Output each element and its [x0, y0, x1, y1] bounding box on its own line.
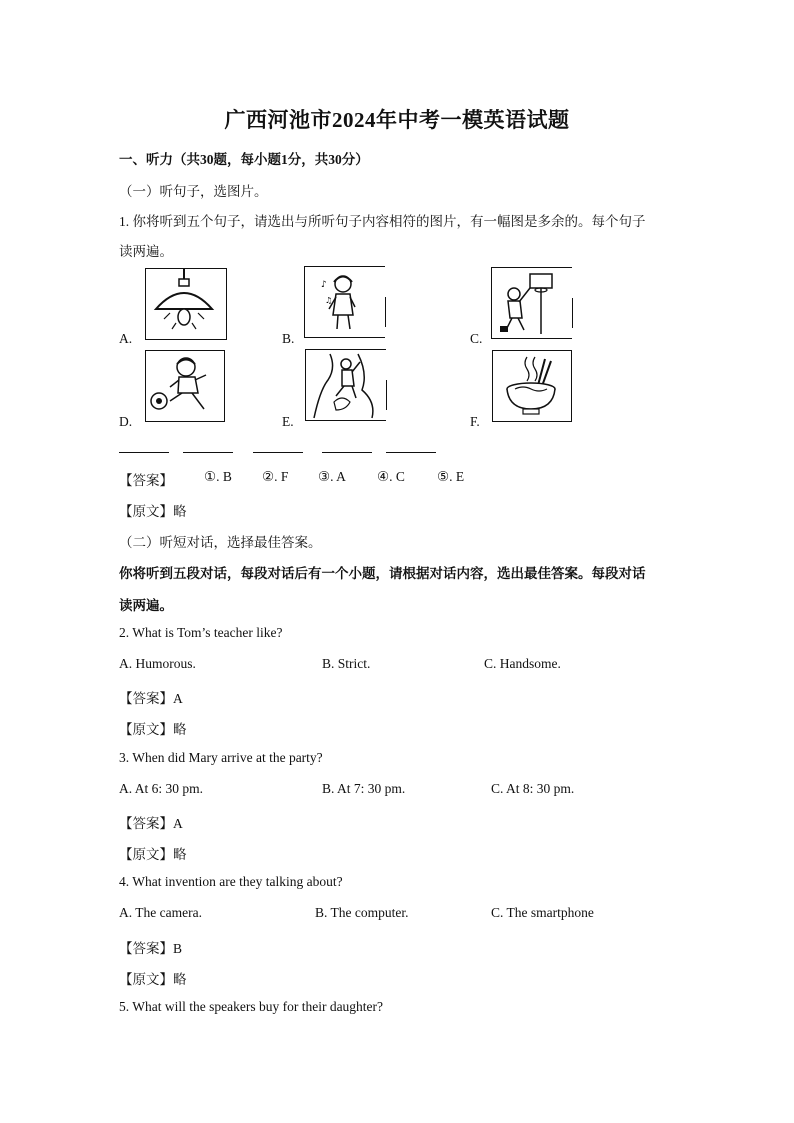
picture-f-label: F. [470, 414, 480, 429]
answer-5: ⑤. E [437, 469, 465, 484]
picture-a-label: A. [119, 331, 133, 346]
answer-3: ③. A [318, 469, 346, 484]
answer-4: ④. C [377, 469, 405, 484]
answer-blank-3 [253, 452, 303, 453]
part2-instruction-line2: 读两遍。 [119, 598, 173, 613]
question-3-stem: 3. When did Mary arrive at the party? [119, 750, 323, 765]
original-text: 【原文】略 [119, 504, 187, 519]
section-heading: 一、听力（共30题，每小题1分，共30分） [119, 152, 369, 167]
page-title: 广西河池市2024年中考一模英语试题 [224, 108, 570, 132]
question-2-option-b: B. Strict. [322, 656, 371, 671]
answer-blank-4 [322, 452, 372, 453]
rock-climber-icon [306, 350, 386, 420]
answer-blank-2 [183, 452, 233, 453]
answer-1: ①. B [204, 469, 232, 484]
question-4-option-c: C. The smartphone [491, 905, 594, 920]
boy-kicking-ball-icon [146, 351, 224, 421]
question-4-option-a: A. The camera. [119, 905, 202, 920]
question-3-option-b: B. At 7: 30 pm. [322, 781, 406, 796]
answer-2: ②. F [262, 469, 289, 484]
part2-heading: （二）听短对话，选择最佳答案。 [119, 535, 322, 550]
question-2-option-c: C. Handsome. [484, 656, 561, 671]
picture-b [304, 266, 385, 338]
svg-text:♫: ♫ [325, 296, 333, 305]
question-2-option-a: A. Humorous. [119, 656, 196, 671]
picture-e-label: E. [282, 414, 294, 429]
picture-a [145, 268, 227, 340]
part1-heading: （一）听句子，选图片。 [119, 184, 268, 199]
question-3-option-c: C. At 8: 30 pm. [491, 781, 575, 796]
girl-listening-icon [305, 267, 385, 337]
answer-blank-1 [119, 452, 169, 453]
picture-d-label: D. [119, 414, 133, 429]
question-2-stem: 2. What is Tom’s teacher like? [119, 625, 283, 640]
picture-d [145, 350, 225, 422]
question-5-stem: 5. What will the speakers buy for their daughter? [119, 999, 384, 1014]
picture-f [492, 350, 572, 422]
picture-b-label: B. [282, 331, 295, 346]
question-2-answer: 【答案】A [119, 691, 183, 706]
basketball-player-icon [492, 268, 572, 338]
question-3-option-a: A. At 6: 30 pm. [119, 781, 204, 796]
question-1-line2: 读两遍。 [119, 244, 173, 259]
answer-blank-5 [386, 452, 436, 453]
picture-c-label: C. [470, 331, 483, 346]
picture-e [305, 349, 386, 421]
question-1-line1: 1. 你将听到五个句子，请选出与所听句子内容相符的图片，有一幅图是多余的。每个句子 [119, 214, 646, 229]
question-4-option-b: B. The computer. [315, 905, 409, 920]
part2-instruction-line1: 你将听到五段对话，每段对话后有一个小题，请根据对话内容，选出最佳答案。每段对话 [119, 566, 646, 581]
question-4-answer: 【答案】B [119, 941, 183, 956]
svg-text:♪: ♪ [321, 280, 327, 290]
question-4-original: 【原文】略 [119, 972, 187, 987]
question-3-original: 【原文】略 [119, 847, 187, 862]
question-4-stem: 4. What invention are they talking about? [119, 874, 343, 889]
picture-c [491, 267, 572, 339]
answer-label: 【答案】 [119, 473, 173, 488]
question-2-original: 【原文】略 [119, 722, 187, 737]
question-3-answer: 【答案】A [119, 816, 183, 831]
lamp-icon [146, 269, 226, 339]
noodle-bowl-icon [493, 351, 571, 421]
